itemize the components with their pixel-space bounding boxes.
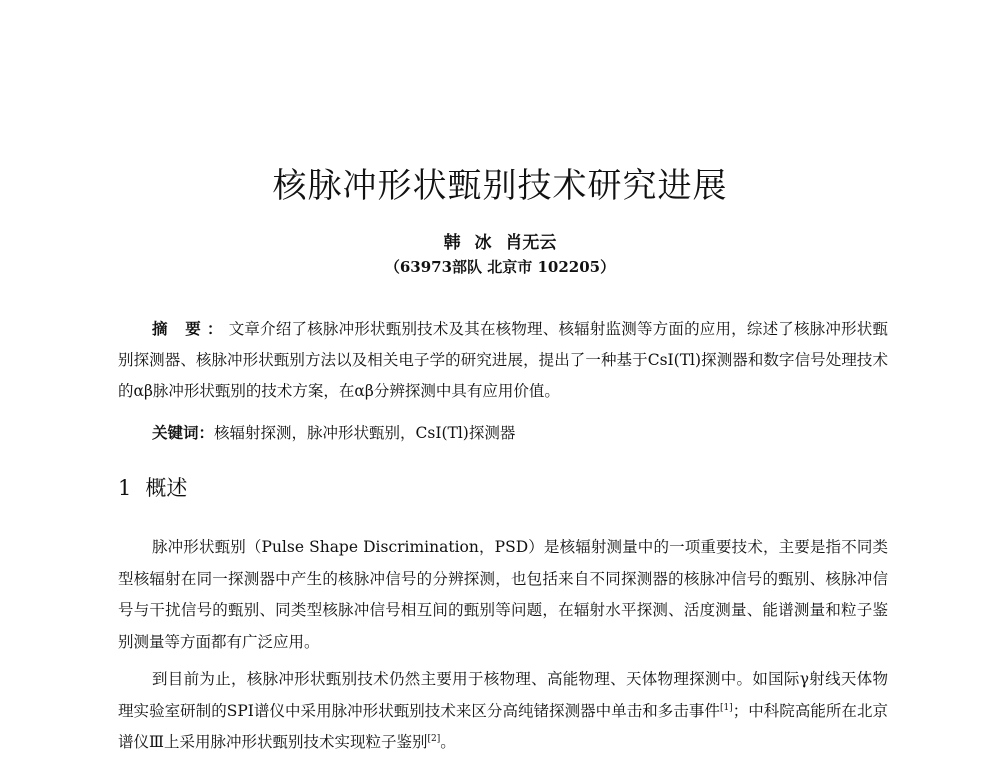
body-paragraph-2 bbox=[118, 664, 888, 759]
body-paragraph-1: 脉冲形状甄别（Pulse Shape Discrimination，PSD）是核辐射测量中的一项重要技术，主要是指不同类型核辐射在同一探测器中产生的核脉冲信号的分辨探测，也包括来自不同探测器的核脉冲信号的甄别、核脉冲信号与干扰信号的甄别、同类型核脉冲信号相互间的甄别等问题，在辐射水平探测、活度测量、能谱测量和粒子鉴别测量等方面都有广泛应用。 bbox=[118, 538, 888, 651]
abstract bbox=[118, 313, 888, 407]
keywords-text: 核辐射探测，脉冲形状甄别，CsI(Tl)探测器 bbox=[214, 424, 516, 442]
keywords-label: 关键词： bbox=[152, 423, 215, 442]
paragraph-2-text-a: 到目前为止，核脉冲形状甄别技术仍然主要用于核物理、高能物理、天体物理探测中。如国际γ射线天体物理实验室研制的SPI谱仪中采用脉冲形状甄别技术来区分高纯锗探测器中单击和多击事件 bbox=[118, 670, 888, 720]
author-affiliation: （63973部队 北京市 102205） bbox=[384, 258, 616, 276]
keywords bbox=[152, 422, 892, 444]
section-title: 概述 bbox=[145, 476, 188, 500]
abstract-text: 文章介绍了核脉冲形状甄别技术及其在核物理、核辐射监测等方面的应用，综述了核脉冲形状甄别探测器、核脉冲形状甄别方法以及相关电子学的研究进展，提出了一种基于CsI(Tl)探测器和数字信号处理技术的αβ脉冲形状甄别的技术方案，在αβ分辨探测中具有应用价值。 bbox=[118, 320, 888, 400]
paragraph-2-text-b: ；中科院高能所在北京谱仪Ⅲ上采用脉冲形状甄别技术实现粒子鉴别 bbox=[118, 701, 888, 751]
citation-ref-2: [2] bbox=[427, 733, 441, 744]
section-number: 1 bbox=[118, 476, 132, 500]
abstract-label: 摘 要： bbox=[152, 319, 229, 338]
author-names: 韩 冰 肖无云 bbox=[443, 233, 557, 253]
section-heading bbox=[118, 472, 187, 502]
paper-title: 核脉冲形状甄别技术研究进展 bbox=[272, 166, 728, 206]
paragraph-2-text-c: 。 bbox=[440, 733, 456, 751]
citation-ref-1: [1] bbox=[719, 702, 733, 713]
